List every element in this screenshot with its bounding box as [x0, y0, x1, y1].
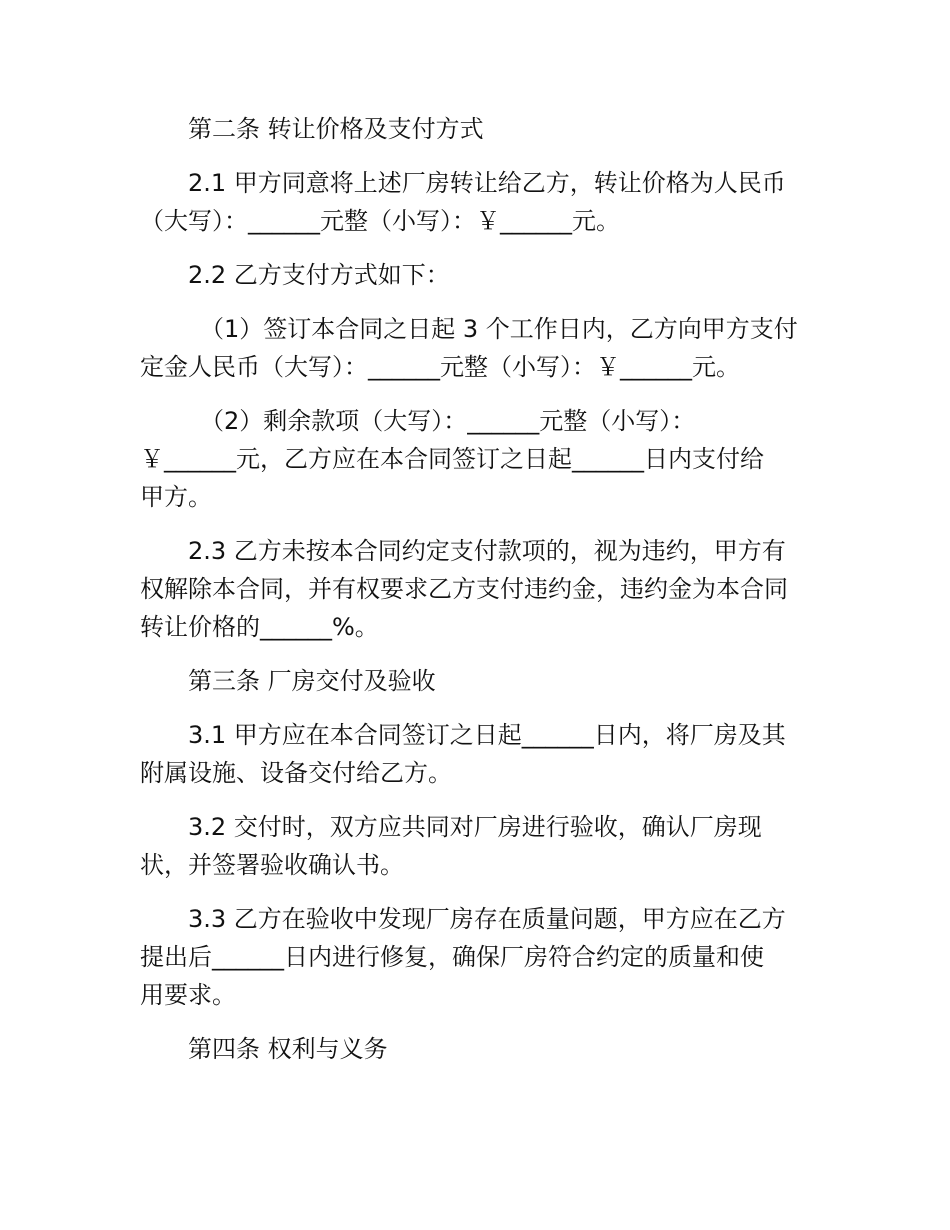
article-3-heading [140, 662, 812, 700]
clause-2-3 [140, 532, 812, 646]
clause-2-2 [140, 256, 812, 294]
article-2-heading-text: 第二条 转让价格及支付方式 [188, 115, 484, 143]
clause-2-2-item-2 [140, 402, 812, 516]
clause-2-3-line3: 转让价格的______%。 [140, 613, 379, 641]
clause-3-3 [140, 900, 812, 1014]
clause-3-3-line2: 提出后______日内进行修复，确保厂房符合约定的质量和使 [140, 943, 764, 971]
article-2-heading [140, 110, 812, 148]
article-4-heading-text: 第四条 权利与义务 [188, 1035, 388, 1063]
clause-2-1-line1: 2.1 甲方同意将上述厂房转让给乙方，转让价格为人民币 [188, 169, 786, 197]
document-page [140, 110, 812, 1084]
clause-2-2-item-2-line1: （2）剩余款项（大写）：______元整（小写）： [200, 407, 696, 435]
clause-3-3-line1: 3.3 乙方在验收中发现厂房存在质量问题，甲方应在乙方 [188, 905, 786, 933]
clause-2-3-line2: 权解除本合同，并有权要求乙方支付违约金，违约金为本合同 [140, 575, 788, 603]
clause-2-2-item-2-line2: ￥______元，乙方应在本合同签订之日起______日内支付给 [140, 445, 764, 473]
clause-3-2-line1: 3.2 交付时，双方应共同对厂房进行验收，确认厂房现 [188, 813, 762, 841]
clause-2-3-line1: 2.3 乙方未按本合同约定支付款项的，视为违约，甲方有 [188, 537, 786, 565]
clause-2-2-text: 2.2 乙方支付方式如下： [188, 261, 450, 289]
clause-2-2-item-1 [140, 310, 812, 386]
clause-2-2-item-1-line2: 定金人民币（大写）：______元整（小写）：￥______元。 [140, 353, 740, 381]
clause-2-2-item-2-line3: 甲方。 [140, 483, 212, 511]
clause-3-1-line1: 3.1 甲方应在本合同签订之日起______日内，将厂房及其 [188, 721, 786, 749]
clause-3-3-line3: 用要求。 [140, 981, 236, 1009]
clause-3-2-line2: 状，并签署验收确认书。 [140, 851, 404, 879]
clause-3-2 [140, 808, 812, 884]
clause-2-1-line2: （大写）：______元整（小写）：￥______元。 [140, 207, 620, 235]
article-4-heading [140, 1030, 812, 1068]
article-3-heading-text: 第三条 厂房交付及验收 [188, 667, 436, 695]
clause-2-2-item-1-line1: （1）签订本合同之日起 3 个工作日内，乙方向甲方支付 [200, 315, 798, 343]
clause-3-1-line2: 附属设施、设备交付给乙方。 [140, 759, 452, 787]
clause-3-1 [140, 716, 812, 792]
clause-2-1 [140, 164, 812, 240]
